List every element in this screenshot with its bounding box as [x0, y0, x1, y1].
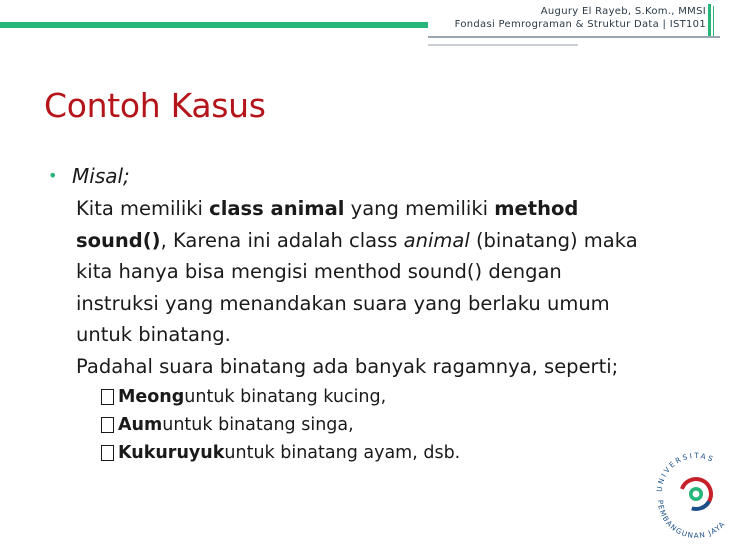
paragraph-line: kita hanya bisa mengisi menthod sound() dengan [76, 260, 562, 283]
header-right-accent-thin [713, 6, 714, 36]
list-item: Kukuruyuk untuk binatang ayam, dsb. [101, 439, 686, 467]
checkbox-glyph-icon [101, 417, 114, 433]
course-line: Fondasi Pemrograman & Struktur Data | IST101 [454, 19, 706, 30]
checkbox-glyph-icon [101, 389, 114, 405]
keyword-sound: sound() [76, 228, 161, 252]
keyword-class-animal: class animal [209, 197, 345, 220]
header-divider [428, 36, 720, 38]
paragraph-line: sound(), Karena ini adalah class animal (binatang) maka [76, 228, 638, 252]
header-accent-bar [0, 22, 428, 28]
bullet-lead: Misal; [72, 164, 130, 188]
explanation-paragraph [56, 193, 686, 382]
author-line: Augury El Rayeb, S.Kom., MMSI [540, 6, 706, 17]
paragraph-line: untuk binatang. [76, 323, 231, 346]
svg-text:UNIVERSITAS: UNIVERSITAS [654, 450, 717, 493]
list-item: Meong untuk binatang kucing, [101, 383, 686, 411]
slide-title: Contoh Kasus [44, 86, 266, 125]
checkbox-glyph-icon [101, 445, 114, 461]
keyword-method: method [494, 197, 579, 220]
keyword-animal: animal [403, 228, 470, 252]
examples-list [56, 383, 686, 467]
paragraph-line: instruksi yang menandakan suara yang berlaku umum [76, 291, 610, 315]
bullet-item [48, 160, 686, 192]
header-divider-secondary [428, 44, 578, 46]
paragraph-line: Kita memiliki class animal yang memiliki method [76, 197, 579, 220]
slide-body [48, 160, 686, 467]
header-text [455, 5, 706, 31]
list-item: Aum untuk binatang singa, [101, 411, 686, 439]
svg-text:PEMBANGUNAN JAYA: PEMBANGUNAN JAYA [655, 499, 728, 540]
university-seal-icon [648, 430, 738, 540]
bullet-marker-icon: • [48, 166, 58, 185]
paragraph-line: Padahal suara binatang ada banyak ragamnya, seperti; [76, 354, 619, 378]
header-right-accent [708, 4, 711, 36]
